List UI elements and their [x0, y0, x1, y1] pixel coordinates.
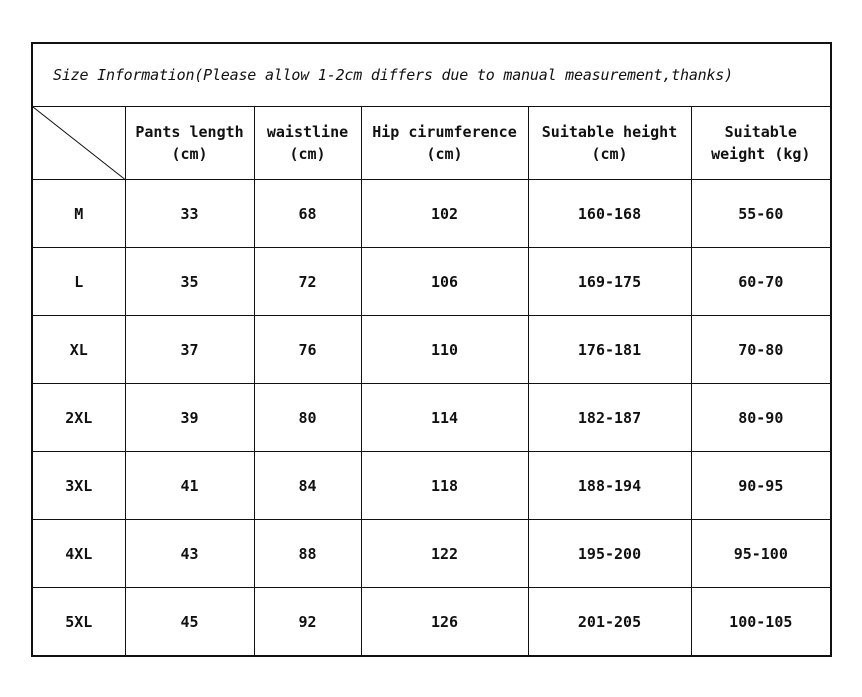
pants-length-cell: 45 — [125, 588, 254, 657]
hip-cell: 110 — [361, 316, 528, 384]
pants-length-cell: 37 — [125, 316, 254, 384]
height-cell: 195-200 — [528, 520, 691, 588]
height-cell: 201-205 — [528, 588, 691, 657]
height-cell: 188-194 — [528, 452, 691, 520]
diagonal-line-icon — [33, 107, 125, 179]
hip-cell: 126 — [361, 588, 528, 657]
hip-cell: 102 — [361, 180, 528, 248]
height-cell: 182-187 — [528, 384, 691, 452]
hip-cell: 122 — [361, 520, 528, 588]
pants-length-cell: 43 — [125, 520, 254, 588]
size-cell: M — [32, 180, 125, 248]
column-header-unit: (cm) — [426, 145, 463, 163]
table-row — [32, 180, 831, 248]
column-header-unit: (cm) — [289, 145, 326, 163]
column-header-waistline — [254, 107, 361, 180]
column-header-unit: (cm) — [591, 145, 628, 163]
weight-cell: 60-70 — [691, 248, 831, 316]
waistline-cell: 72 — [254, 248, 361, 316]
weight-cell: 55-60 — [691, 180, 831, 248]
size-cell: 2XL — [32, 384, 125, 452]
table-row — [32, 316, 831, 384]
table-row — [32, 520, 831, 588]
table-row — [32, 588, 831, 657]
weight-cell: 70-80 — [691, 316, 831, 384]
column-header-label: Hip cirumference — [372, 123, 517, 141]
waistline-cell: 76 — [254, 316, 361, 384]
waistline-cell: 80 — [254, 384, 361, 452]
title-row — [32, 43, 831, 107]
waistline-cell: 68 — [254, 180, 361, 248]
table-row — [32, 384, 831, 452]
weight-cell: 100-105 — [691, 588, 831, 657]
height-cell: 160-168 — [528, 180, 691, 248]
waistline-cell: 88 — [254, 520, 361, 588]
size-chart-table — [31, 42, 832, 657]
column-header-label: Suitable — [724, 123, 797, 141]
size-cell: XL — [32, 316, 125, 384]
column-header-label: waistline — [266, 123, 349, 141]
hip-cell: 118 — [361, 452, 528, 520]
size-cell: 4XL — [32, 520, 125, 588]
header-row — [32, 107, 831, 180]
hip-cell: 114 — [361, 384, 528, 452]
pants-length-cell: 33 — [125, 180, 254, 248]
column-header-unit: weight (kg) — [711, 145, 811, 163]
pants-length-cell: 41 — [125, 452, 254, 520]
size-cell: 5XL — [32, 588, 125, 657]
waistline-cell: 84 — [254, 452, 361, 520]
pants-length-cell: 35 — [125, 248, 254, 316]
size-cell: L — [32, 248, 125, 316]
weight-cell: 90-95 — [691, 452, 831, 520]
pants-length-cell: 39 — [125, 384, 254, 452]
column-header-height — [528, 107, 691, 180]
size-cell: 3XL — [32, 452, 125, 520]
column-header-unit: (cm) — [171, 145, 208, 163]
hip-cell: 106 — [361, 248, 528, 316]
table-row — [32, 452, 831, 520]
weight-cell: 95-100 — [691, 520, 831, 588]
height-cell: 176-181 — [528, 316, 691, 384]
table-row — [32, 248, 831, 316]
column-header-weight — [691, 107, 831, 180]
waistline-cell: 92 — [254, 588, 361, 657]
corner-diagonal-cell — [32, 107, 125, 180]
column-header-label: Pants length — [135, 123, 244, 141]
table-title: Size Information(Please allow 1-2cm differs due to manual measurement,thanks) — [32, 43, 831, 107]
column-header-pants-length — [125, 107, 254, 180]
column-header-label: Suitable height — [541, 123, 678, 141]
column-header-hip — [361, 107, 528, 180]
height-cell: 169-175 — [528, 248, 691, 316]
weight-cell: 80-90 — [691, 384, 831, 452]
